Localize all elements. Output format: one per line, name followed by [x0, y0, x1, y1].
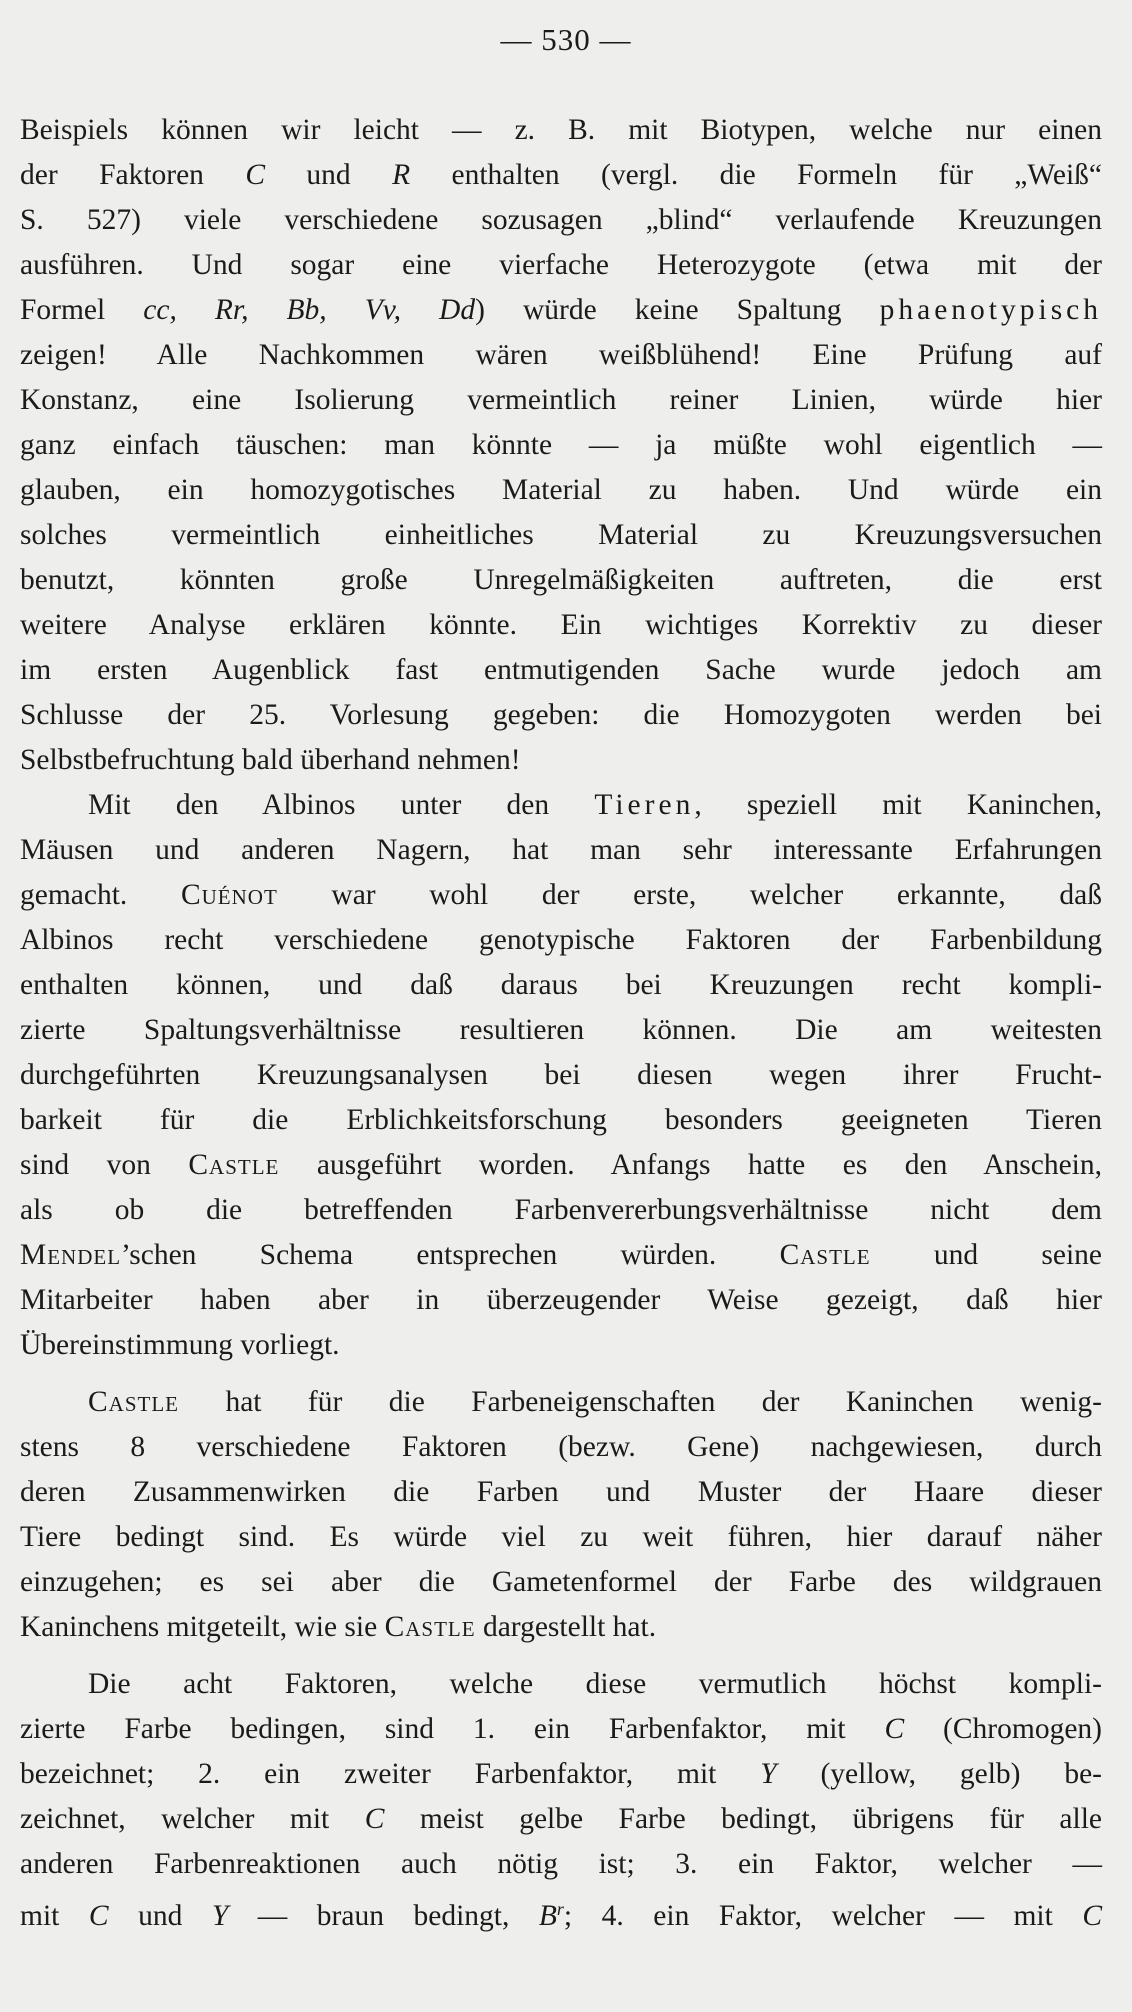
paragraph-3	[20, 1380, 1102, 1650]
symbol-y: Y	[211, 1900, 229, 1932]
text-line: Die acht Faktoren, welche diese vermutlich höchst kompli-	[88, 1668, 1102, 1700]
text-line: durchgeführten Kreuzungsanalysen bei diesen wegen ihrer Frucht-	[20, 1059, 1102, 1091]
author-name: Castle	[384, 1611, 476, 1643]
symbol-c: C	[884, 1713, 905, 1745]
text-line: barkeit für die Erblichkeitsforschung besonders geeigneten Tieren	[20, 1104, 1102, 1136]
symbol-r: R	[392, 159, 411, 191]
text-line: sind von Castle ausgeführt worden. Anfangs hatte es den Anschein,	[20, 1149, 1103, 1181]
text-line: Konstanz, eine Isolierung vermeintlich reiner Linien, würde hier	[20, 384, 1102, 416]
body-text	[20, 108, 1102, 1932]
page-number: — 530 —	[500, 22, 632, 57]
text-line: Kaninchens mitgeteilt, wie sie Castle dargestellt hat.	[20, 1611, 657, 1643]
text-line: deren Zusammenwirken die Farben und Muster der Haare dieser	[20, 1476, 1102, 1508]
symbol-br	[539, 1900, 564, 1932]
paragraph-4	[20, 1662, 1102, 1932]
text-line: stens 8 verschiedene Faktoren (bezw. Gene) nachgewiesen, durch	[20, 1431, 1102, 1463]
text-line: Albinos recht verschiedene genotypische Faktoren der Farbenbildung	[20, 924, 1102, 956]
paragraph-1	[20, 108, 1102, 783]
text-line: Übereinstimmung vorliegt.	[20, 1329, 340, 1361]
spaced-word: phaenotypisch	[879, 294, 1103, 326]
symbol-c: C	[245, 159, 266, 191]
author-name: Mendel	[20, 1239, 122, 1271]
text-line: S. 527) viele verschiedene sozusagen „blind“ verlaufende Kreuzungen	[20, 204, 1102, 236]
formula: cc, Rr, Bb, Vv, Dd	[143, 294, 476, 326]
text-line: zierte Spaltungsverhältnisse resultieren können. Die am weitesten	[20, 1014, 1102, 1046]
text-line: bezeichnet; 2. ein zweiter Farbenfaktor, mit Y (yellow, gelb) be-	[20, 1758, 1102, 1790]
text-line: Schlusse der 25. Vorlesung gegeben: die Homozygoten werden bei	[20, 699, 1102, 731]
author-name: Cuénot	[180, 879, 278, 911]
text-line: Mitarbeiter haben aber in überzeugender Weise gezeigt, daß hier	[20, 1284, 1102, 1316]
symbol-c: C	[364, 1803, 385, 1835]
text-line: ausführen. Und sogar eine vierfache Heterozygote (etwa mit der	[20, 249, 1102, 281]
symbol-c: C	[88, 1900, 109, 1932]
text-line: ganz einfach täuschen: man könnte — ja müßte wohl eigentlich —	[20, 429, 1102, 461]
text-line: Castle hat für die Farbeneigenschaften der Kaninchen wenig-	[88, 1386, 1102, 1418]
text-line: Mit den Albinos unter den Tieren, speziell mit Kaninchen,	[88, 789, 1102, 821]
symbol-y: Y	[760, 1758, 777, 1790]
author-name: Castle	[88, 1386, 180, 1418]
text-line: zeichnet, welcher mit C meist gelbe Farbe bedingt, übrigens für alle	[20, 1803, 1102, 1835]
symbol-c: C	[1082, 1900, 1103, 1932]
text-line: solches vermeintlich einheitliches Material zu Kreuzungsversuchen	[20, 519, 1102, 551]
spaced-word: Tieren	[594, 789, 695, 821]
author-name: Castle	[188, 1149, 280, 1181]
text-line: einzugehen; es sei aber die Gametenformel der Farbe des wildgrauen	[20, 1566, 1102, 1598]
text-line: Mäusen und anderen Nagern, hat man sehr interessante Erfahrungen	[20, 834, 1102, 866]
text-line: als ob die betreffenden Farbenvererbungsverhältnisse nicht dem	[20, 1194, 1102, 1226]
text-line: Selbstbefruchtung bald überhand nehmen!	[20, 744, 521, 776]
text-line: enthalten können, und daß daraus bei Kreuzungen recht kompli-	[20, 969, 1102, 1001]
symbol-r-superscript: r	[556, 1899, 564, 1919]
text-line: der Faktoren C und R enthalten (vergl. die Formeln für „Weiß“	[20, 159, 1102, 191]
text-line: Tiere bedingt sind. Es würde viel zu weit führen, hier darauf näher	[20, 1521, 1102, 1553]
text-line: gemacht. Cuénot war wohl der erste, welcher erkannte, daß	[20, 879, 1102, 911]
text-line: Formel cc, Rr, Bb, Vv, Dd) würde keine Spaltung phaenotypisch	[20, 294, 1103, 326]
text-line: Beispiels können wir leicht — z. B. mit Biotypen, welche nur einen	[20, 114, 1102, 146]
text-line: benutzt, könnten große Unregelmäßigkeiten auftreten, die erst	[20, 564, 1102, 596]
text-line: mit C und Y — braun bedingt, $B^r$; 4. ein Faktor, welcher — mit C	[20, 1899, 1103, 1932]
text-line: zierte Farbe bedingen, sind 1. ein Farbenfaktor, mit C (Chromogen)	[20, 1713, 1102, 1745]
text-line: im ersten Augenblick fast entmutigenden Sache wurde jedoch am	[20, 654, 1102, 686]
text-line: anderen Farbenreaktionen auch nötig ist; 3. ein Faktor, welcher —	[20, 1848, 1102, 1880]
text-line: weitere Analyse erklären könnte. Ein wichtiges Korrektiv zu dieser	[20, 609, 1102, 641]
text-line: glauben, ein homozygotisches Material zu haben. Und würde ein	[20, 474, 1102, 506]
text-line: zeigen! Alle Nachkommen wären weißblühend! Eine Prüfung auf	[20, 339, 1102, 371]
author-name: Castle	[779, 1239, 871, 1271]
text-line: Mendel’schen Schema entsprechen würden. Castle und seine	[20, 1239, 1102, 1271]
paragraph-2	[20, 783, 1102, 1368]
symbol-b: B	[538, 1900, 557, 1932]
